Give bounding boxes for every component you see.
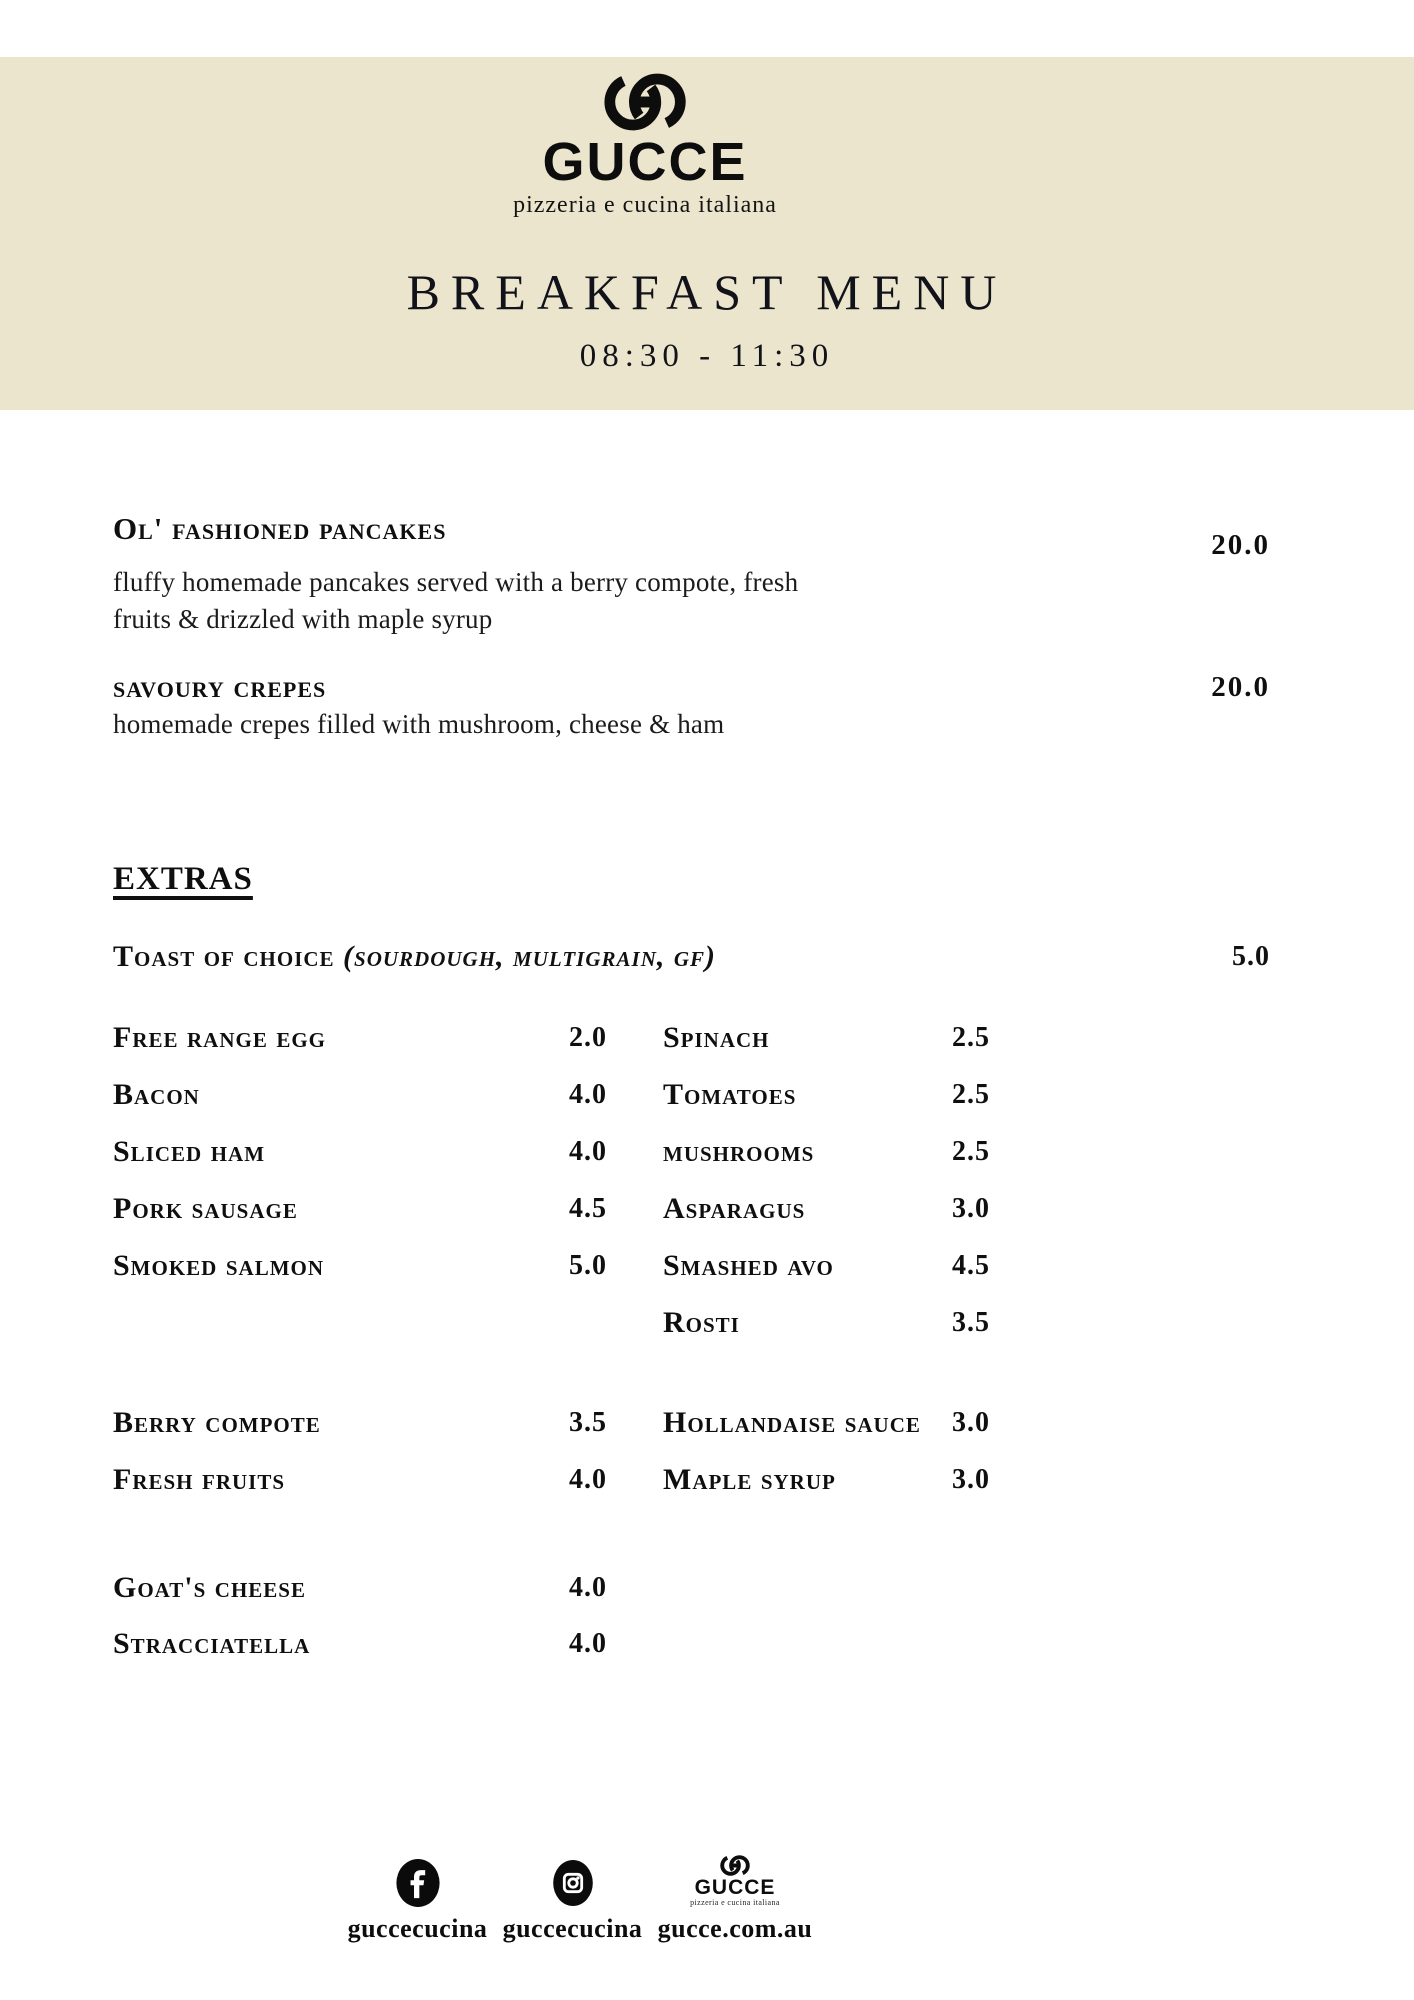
item-price: 5.0 xyxy=(569,1250,607,1281)
item-name: Smoked salmon xyxy=(113,1249,325,1282)
item-price: 4.0 xyxy=(569,1079,607,1110)
item-price: 2.5 xyxy=(952,1079,990,1110)
item-name: Asparagus xyxy=(663,1192,806,1225)
footer-instagram xyxy=(500,1852,645,1944)
item-price: 2.5 xyxy=(952,1136,990,1167)
item-price: 3.0 xyxy=(952,1407,990,1438)
item-price: 3.5 xyxy=(952,1307,990,1338)
item-name: Free range egg xyxy=(113,1021,327,1054)
item-name: Sliced ham xyxy=(113,1135,266,1168)
item-price: 4.0 xyxy=(569,1628,607,1659)
menu-item xyxy=(113,938,1270,976)
brand-tagline-small: pizzeria e cucina italiana xyxy=(690,1898,780,1907)
item-name: Bacon xyxy=(113,1078,200,1111)
column-spacer xyxy=(607,1020,663,1056)
item-price: 4.5 xyxy=(952,1250,990,1281)
item-description: homemade crepes filled with mushroom, cheese & ham xyxy=(113,709,725,739)
extras-heading: EXTRAS xyxy=(113,861,253,897)
item-name: Berry compote xyxy=(113,1406,321,1439)
brand-tagline: pizzeria e cucina italiana xyxy=(513,192,777,219)
item-name: Tomatoes xyxy=(663,1078,797,1111)
column-spacer xyxy=(607,1134,663,1170)
item-price: 5.0 xyxy=(1232,941,1270,972)
item-price: 20.0 xyxy=(1211,671,1270,703)
item-name: Ol' fashioned pancakes xyxy=(113,511,447,546)
menu-item xyxy=(113,668,1270,743)
menu-content xyxy=(113,410,1270,1662)
column-spacer xyxy=(607,1405,663,1441)
gucce-monogram-icon xyxy=(599,67,691,137)
extras-grid xyxy=(113,1405,1270,1498)
item-price: 4.5 xyxy=(569,1193,607,1224)
item-price: 4.0 xyxy=(569,1136,607,1167)
facebook-handle: guccecucina xyxy=(347,1914,488,1943)
gucce-monogram-icon xyxy=(718,1853,752,1878)
item-price: 3.0 xyxy=(952,1464,990,1495)
extras-grid xyxy=(113,1570,1270,1662)
instagram-handle: guccecucina xyxy=(502,1914,643,1943)
item-name: Spinach xyxy=(663,1021,770,1054)
menu-item xyxy=(113,510,1270,638)
item-name: Rosti xyxy=(663,1306,740,1339)
brand-block xyxy=(513,67,777,219)
item-price: 3.0 xyxy=(952,1193,990,1224)
header-band xyxy=(0,57,1414,410)
item-price: 2.5 xyxy=(952,1022,990,1053)
item-name: Fresh fruits xyxy=(113,1463,286,1496)
extras-grid xyxy=(113,1020,1270,1341)
item-row xyxy=(113,668,1270,706)
item-name: Maple syrup xyxy=(663,1463,836,1496)
column-spacer xyxy=(607,1462,663,1498)
item-price: 4.0 xyxy=(569,1464,607,1495)
brand-name: GUCCE xyxy=(542,132,748,192)
column-spacer xyxy=(113,1305,497,1341)
menu-hours: 08:30 - 11:30 xyxy=(579,338,835,374)
column-spacer xyxy=(607,1191,663,1227)
column-spacer xyxy=(607,1077,663,1113)
item-name: mushrooms xyxy=(663,1135,815,1168)
item-price: 4.0 xyxy=(569,1572,607,1603)
website-label: gucce.com.au xyxy=(657,1914,813,1943)
footer-facebook xyxy=(345,1852,490,1944)
footer xyxy=(345,1852,815,1944)
item-name: savoury crepes xyxy=(113,669,327,704)
instagram-icon xyxy=(550,1859,596,1907)
item-name: Goat's cheese xyxy=(113,1571,306,1604)
brand-name-small: GUCCE xyxy=(694,1876,776,1899)
footer-brand-logo xyxy=(690,1853,780,1907)
item-name: Stracciatella xyxy=(113,1627,311,1660)
footer-website xyxy=(655,1852,815,1944)
item-variants: (sourdough, multigrain, gf) xyxy=(343,940,717,973)
item-name: Hollandaise sauce xyxy=(663,1406,921,1439)
item-row xyxy=(113,510,1270,564)
column-spacer xyxy=(607,1248,663,1284)
item-price: 20.0 xyxy=(1211,529,1270,561)
item-name: Pork sausage xyxy=(113,1192,298,1225)
menu-title: BREAKFAST MENU xyxy=(406,264,1008,320)
column-spacer xyxy=(607,1305,663,1341)
item-name: Smashed avo xyxy=(663,1249,834,1282)
mains-section xyxy=(113,510,1270,743)
item-price: 3.5 xyxy=(569,1407,607,1438)
column-spacer xyxy=(497,1305,607,1341)
item-name xyxy=(113,938,716,976)
item-description: fluffy homemade pancakes served with a berry compote, fresh fruits & drizzled with maple syrup xyxy=(113,567,799,634)
facebook-icon xyxy=(394,1859,442,1907)
item-price: 2.0 xyxy=(569,1022,607,1053)
item-name-text: Toast of choice xyxy=(113,940,344,973)
